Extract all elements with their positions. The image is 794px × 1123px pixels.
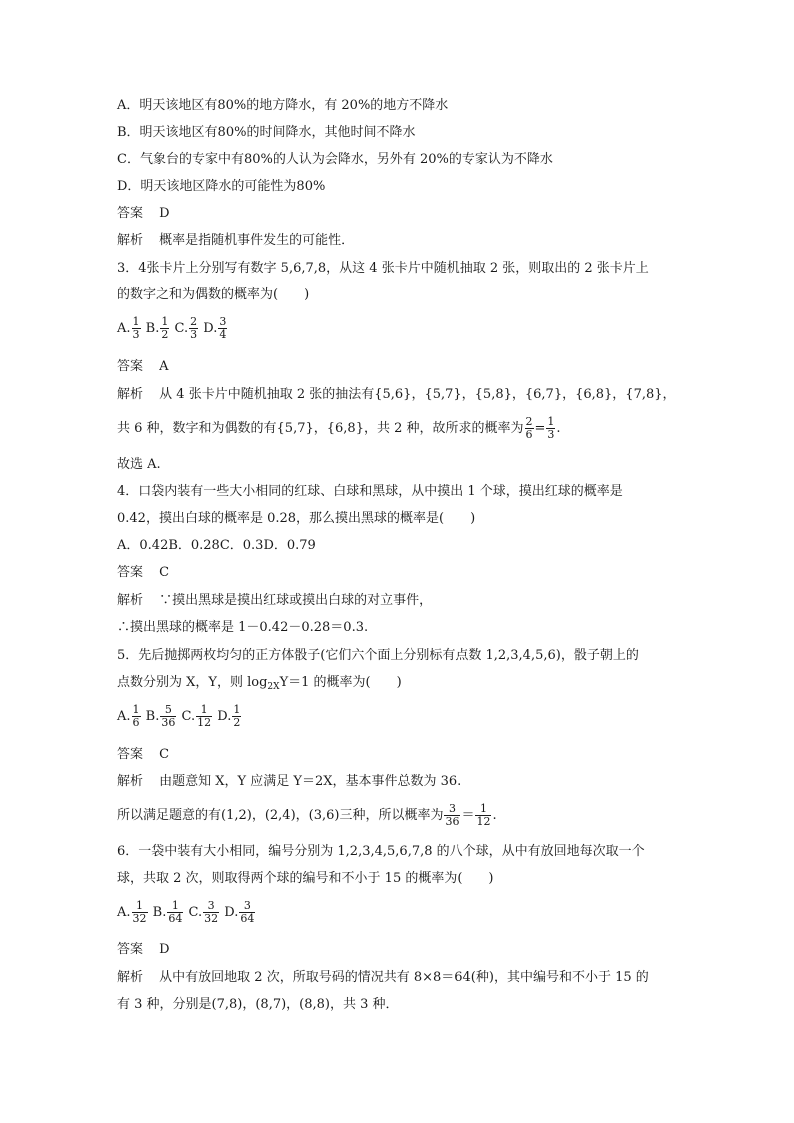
q3-options bbox=[117, 314, 228, 344]
analysis-label: 解析 bbox=[117, 593, 144, 608]
q3-stem-line2: 的数字之和为偶数的概率为( ) bbox=[117, 287, 310, 302]
answer-label: 答案 bbox=[117, 747, 144, 762]
q5-option-c: C. $\frac{1}{12}$ bbox=[181, 703, 212, 729]
q2-option-b: B．明天该地区有80%的时间降水，其他时间不降水 bbox=[117, 125, 416, 140]
answer-value: A bbox=[159, 359, 169, 374]
q6-answer bbox=[117, 941, 170, 959]
q3-option-c: C. $\frac{2}{3}$ bbox=[174, 315, 198, 341]
q2-answer bbox=[117, 205, 170, 223]
answer-value: D bbox=[159, 942, 170, 957]
q3-analysis-line2: 共 6 种，数字和为偶数的有{5,7}，{6,8}，共 2 种，故所求的概率为 $\frac{2}{6}$ = $\frac{1}{3}$ . bbox=[117, 415, 561, 441]
q5-options bbox=[117, 702, 242, 732]
q5-answer bbox=[117, 746, 169, 764]
q6-options bbox=[117, 898, 256, 928]
q5-option-a: A. $\frac{1}{6}$ bbox=[117, 703, 140, 729]
answer-label: 答案 bbox=[117, 565, 144, 580]
analysis-text: ∵摸出黑球是摸出红球或摸出白球的对立事件， bbox=[159, 593, 433, 608]
answer-label: 答案 bbox=[117, 206, 144, 221]
q6-option-d: D. $\frac{3}{64}$ bbox=[224, 899, 255, 925]
q2-option-c: C．气象台的专家中有80%的人认为会降水，另外有 20%的专家认为不降水 bbox=[117, 152, 553, 167]
q3-answer bbox=[117, 358, 169, 376]
q5-analysis-line2: 所以满足题意的有(1,2)，(2,4)，(3,6)三种，所以概率为 $\frac{3}{36}$ ＝ $\frac{1}{12}$ . bbox=[117, 802, 497, 828]
fraction: $\frac{1}{3}$ bbox=[547, 415, 555, 441]
answer-label: 答案 bbox=[117, 359, 144, 374]
q5-option-b: B. $\frac{5}{36}$ bbox=[145, 703, 176, 729]
q3-option-d: D. $\frac{3}{4}$ bbox=[203, 315, 227, 341]
q3-conclusion: 故选 A. bbox=[117, 457, 161, 472]
q6-stem-line1: 6．一袋中装有大小相同，编号分别为 1,2,3,4,5,6,7,8 的八个球，从中有放回地每次取一个 bbox=[117, 844, 645, 859]
q6-option-a: A. $\frac{1}{32}$ bbox=[117, 899, 147, 925]
answer-label: 答案 bbox=[117, 942, 144, 957]
answer-value: C bbox=[159, 747, 170, 762]
q6-option-c: C. $\frac{3}{32}$ bbox=[188, 899, 219, 925]
analysis-label: 解析 bbox=[117, 387, 144, 402]
q2-option-d: D．明天该地区降水的可能性为80% bbox=[117, 179, 326, 194]
q5-stem-line2: 点数分别为 X，Y，则 $\log_{2X}Y=1$ 的概率为( ) bbox=[117, 675, 402, 692]
q2-analysis bbox=[117, 232, 354, 250]
q4-analysis-line2: ∴摸出黑球的概率是 1－0.42－0.28＝0.3. bbox=[117, 620, 369, 635]
q3-stem-line1: 3．4张卡片上分别写有数字 5,6,7,8，从这 4 张卡片中随机抽取 2 张，则取出的 2 张卡片上 bbox=[117, 261, 649, 276]
q6-analysis-line1 bbox=[117, 969, 649, 987]
fraction: $\frac{1}{12}$ bbox=[476, 802, 491, 828]
answer-value: C bbox=[159, 565, 170, 580]
q6-option-b: B. $\frac{1}{64}$ bbox=[152, 899, 183, 925]
q5-analysis-line1 bbox=[117, 773, 461, 791]
analysis-label: 解析 bbox=[117, 774, 144, 789]
q4-stem-line1: 4．口袋内装有一些大小相同的红球、白球和黑球，从中摸出 1 个球，摸出红球的概率是 bbox=[117, 484, 623, 499]
q5-stem-line1: 5．先后抛掷两枚均匀的正方体骰子(它们六个面上分别标有点数 1,2,3,4,5,6)，骰子朝上的 bbox=[117, 648, 639, 663]
q4-analysis-line1 bbox=[117, 592, 432, 610]
q6-stem-line2: 球，共取 2 次，则取得两个球的编号和不小于 15 的概率为( ) bbox=[117, 871, 494, 886]
q3-option-b: B. $\frac{1}{2}$ bbox=[145, 315, 169, 341]
analysis-text: 从 4 张卡片中随机抽取 2 张的抽法有{5,6}，{5,7}，{5,8}，{6,7}，{6,8}，{7,8}， bbox=[159, 387, 676, 402]
fraction: $\frac{3}{36}$ bbox=[445, 802, 460, 828]
q5-option-d: D. $\frac{1}{2}$ bbox=[217, 703, 241, 729]
q3-option-a: A. $\frac{1}{3}$ bbox=[117, 315, 140, 341]
q6-analysis-line2: 有 3 种，分别是(7,8)，(8,7)，(8,8)，共 3 种． bbox=[117, 997, 399, 1012]
answer-value: D bbox=[159, 206, 170, 221]
analysis-label: 解析 bbox=[117, 233, 144, 248]
q4-options: A．0.42B．0.28C．0.3D．0.79 bbox=[117, 538, 316, 553]
fraction: $\frac{2}{6}$ bbox=[525, 415, 533, 441]
analysis-text: 由题意知 X，Y 应满足 Y＝2X，基本事件总数为 36. bbox=[159, 774, 462, 789]
q4-answer bbox=[117, 564, 169, 582]
analysis-label: 解析 bbox=[117, 970, 144, 985]
analysis-text: 概率是指随机事件发生的可能性． bbox=[159, 233, 355, 248]
analysis-text: 从中有放回地取 2 次，所取号码的情况共有 8×8＝64(种)，其中编号和不小于 15 的 bbox=[159, 970, 649, 985]
q3-analysis-line1 bbox=[117, 386, 676, 404]
q4-stem-line2: 0.42，摸出白球的概率是 0.28，那么摸出黑球的概率是( ) bbox=[117, 511, 476, 526]
q2-option-a: A．明天该地区有80%的地方降水，有 20%的地方不降水 bbox=[117, 98, 449, 113]
